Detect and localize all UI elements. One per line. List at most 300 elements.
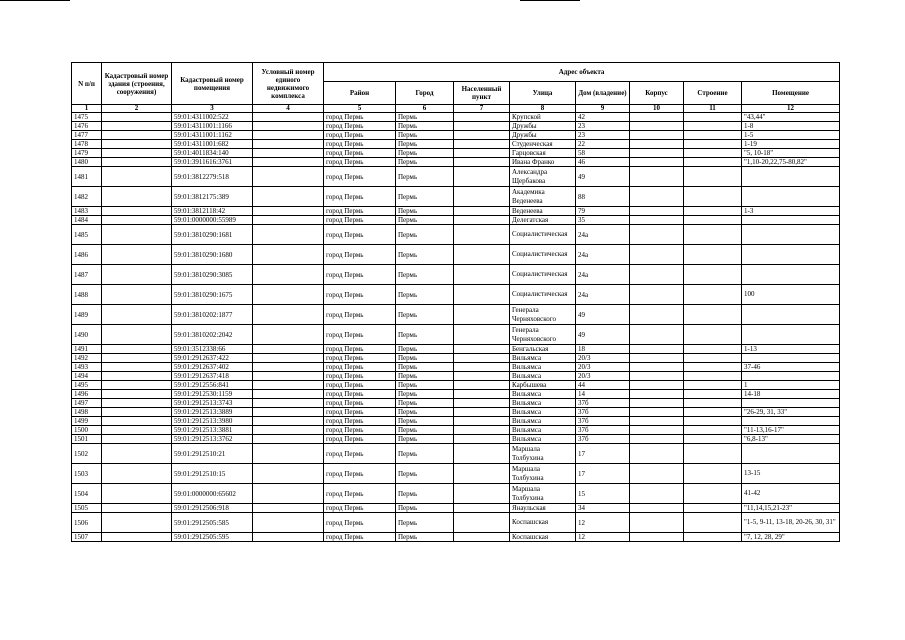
cell-building xyxy=(684,504,742,513)
cell-settlement xyxy=(454,533,510,542)
cell-street: Коспашская xyxy=(510,533,576,542)
cell-house: 49 xyxy=(576,305,630,325)
cell-city: Пермь xyxy=(396,354,454,363)
cell-premises: "11-13,16-17" xyxy=(742,426,840,435)
cell-house: 23 xyxy=(576,131,630,140)
cell-cond-number xyxy=(253,225,324,245)
column-number: 1 xyxy=(72,105,102,113)
cell-settlement xyxy=(454,158,510,167)
cell-cad-premises: 59:01:2912530:1159 xyxy=(172,390,253,399)
cell-building xyxy=(684,381,742,390)
cell-building xyxy=(684,354,742,363)
cell-n: 1501 xyxy=(72,435,102,444)
table-row xyxy=(72,245,840,265)
table-row xyxy=(72,149,840,158)
cell-settlement xyxy=(454,122,510,131)
table-row xyxy=(72,390,840,399)
cell-cad-premises: 59:01:2912637:402 xyxy=(172,363,253,372)
table-row xyxy=(72,363,840,372)
cell-cad-building xyxy=(102,265,172,285)
cell-building xyxy=(684,417,742,426)
cell-n: 1486 xyxy=(72,245,102,265)
cell-premises xyxy=(742,399,840,408)
cell-n: 1499 xyxy=(72,417,102,426)
cell-building xyxy=(684,187,742,207)
cell-building xyxy=(684,484,742,504)
cell-premises: 1-3 xyxy=(742,207,840,216)
cell-settlement xyxy=(454,354,510,363)
cell-district: город Пермь xyxy=(324,381,396,390)
cell-street: Карбышева xyxy=(510,381,576,390)
column-number: 11 xyxy=(684,105,742,113)
column-number: 12 xyxy=(742,105,840,113)
cell-street: Янаульская xyxy=(510,504,576,513)
cell-corpus xyxy=(630,167,684,187)
cell-n: 1504 xyxy=(72,484,102,504)
cell-n: 1498 xyxy=(72,408,102,417)
cell-premises: 41-42 xyxy=(742,484,840,504)
table-row xyxy=(72,140,840,149)
cell-house: 17 xyxy=(576,444,630,464)
cell-building xyxy=(684,131,742,140)
cell-street: Вильямса xyxy=(510,390,576,399)
cell-premises xyxy=(742,444,840,464)
cell-settlement xyxy=(454,390,510,399)
cell-cond-number xyxy=(253,504,324,513)
cell-city: Пермь xyxy=(396,305,454,325)
cell-cad-premises: 59:01:2912513:3743 xyxy=(172,399,253,408)
cell-street: Маршала Толбухина xyxy=(510,484,576,504)
cell-street: Вильямса xyxy=(510,372,576,381)
cell-cad-building xyxy=(102,513,172,533)
cell-cad-building xyxy=(102,504,172,513)
cell-cond-number xyxy=(253,216,324,225)
cell-house: 58 xyxy=(576,149,630,158)
column-number: 9 xyxy=(576,105,630,113)
table-row xyxy=(72,408,840,417)
cell-cond-number xyxy=(253,207,324,216)
cell-house: 24а xyxy=(576,245,630,265)
cell-settlement xyxy=(454,504,510,513)
cell-city: Пермь xyxy=(396,131,454,140)
cell-cad-building xyxy=(102,435,172,444)
cell-house: 46 xyxy=(576,158,630,167)
cell-cad-building xyxy=(102,113,172,122)
cell-corpus xyxy=(630,122,684,131)
cell-settlement xyxy=(454,444,510,464)
cell-building xyxy=(684,122,742,131)
cell-n: 1475 xyxy=(72,113,102,122)
cell-city: Пермь xyxy=(396,225,454,245)
cell-district: город Пермь xyxy=(324,399,396,408)
cell-city: Пермь xyxy=(396,122,454,131)
col-header-building: Строение xyxy=(684,82,742,105)
cell-district: город Пермь xyxy=(324,533,396,542)
cell-cad-building xyxy=(102,167,172,187)
register-table xyxy=(71,62,840,542)
cell-cad-premises: 59:01:2912513:3980 xyxy=(172,417,253,426)
cell-corpus xyxy=(630,225,684,245)
cell-cad-premises: 59:01:3812279:518 xyxy=(172,167,253,187)
cell-premises xyxy=(742,325,840,345)
cell-city: Пермь xyxy=(396,390,454,399)
cell-cad-premises: 59:01:4311001:682 xyxy=(172,140,253,149)
cell-district: город Пермь xyxy=(324,417,396,426)
cell-cond-number xyxy=(253,363,324,372)
cell-premises xyxy=(742,305,840,325)
col-header-cad-building: Кадастровый номер здания (строения, сооружения) xyxy=(102,63,172,105)
cell-cond-number xyxy=(253,435,324,444)
cell-settlement xyxy=(454,513,510,533)
cell-street: Вильямса xyxy=(510,399,576,408)
cell-street: Гарцовская xyxy=(510,149,576,158)
cell-district: город Пермь xyxy=(324,122,396,131)
cell-settlement xyxy=(454,464,510,484)
table-row xyxy=(72,131,840,140)
table-row xyxy=(72,426,840,435)
cell-corpus xyxy=(630,464,684,484)
cell-cad-premises: 59:01:2912637:422 xyxy=(172,354,253,363)
cell-settlement xyxy=(454,325,510,345)
cell-street: Веденеева xyxy=(510,207,576,216)
cell-building xyxy=(684,113,742,122)
cell-street: Делегатская xyxy=(510,216,576,225)
col-header-street: Улица xyxy=(510,82,576,105)
table-row xyxy=(72,484,840,504)
cell-cad-building xyxy=(102,207,172,216)
cell-corpus xyxy=(630,390,684,399)
cell-cond-number xyxy=(253,158,324,167)
cell-street: Академика Веденеева xyxy=(510,187,576,207)
cell-district: город Пермь xyxy=(324,484,396,504)
cell-corpus xyxy=(630,149,684,158)
cell-building xyxy=(684,207,742,216)
cell-district: город Пермь xyxy=(324,113,396,122)
cell-cad-building xyxy=(102,381,172,390)
cell-district: город Пермь xyxy=(324,435,396,444)
cell-house: 24а xyxy=(576,225,630,245)
cell-city: Пермь xyxy=(396,140,454,149)
cell-house: 18 xyxy=(576,345,630,354)
cell-city: Пермь xyxy=(396,399,454,408)
cell-n: 1478 xyxy=(72,140,102,149)
column-number-row xyxy=(72,105,840,113)
cell-cad-building xyxy=(102,285,172,305)
cell-cad-building xyxy=(102,305,172,325)
cell-street: Вильямса xyxy=(510,354,576,363)
cell-cad-premises: 59:01:2912513:3881 xyxy=(172,426,253,435)
cell-premises xyxy=(742,354,840,363)
cell-cad-premises: 59:01:2912510:21 xyxy=(172,444,253,464)
cell-cad-premises: 59:01:2912637:418 xyxy=(172,372,253,381)
col-header-settlement: Населенный пункт xyxy=(454,82,510,105)
cell-settlement xyxy=(454,372,510,381)
cell-n: 1476 xyxy=(72,122,102,131)
cell-cad-building xyxy=(102,484,172,504)
cell-corpus xyxy=(630,444,684,464)
cell-house: 23 xyxy=(576,122,630,131)
cell-n: 1497 xyxy=(72,399,102,408)
cell-building xyxy=(684,345,742,354)
table-row xyxy=(72,122,840,131)
cell-cad-building xyxy=(102,354,172,363)
cell-premises: "1-5, 9-11, 13-18, 20-26, 30, 31" xyxy=(742,513,840,533)
cell-premises: 37-46 xyxy=(742,363,840,372)
cell-house: 12 xyxy=(576,513,630,533)
cell-street: Ивана Франко xyxy=(510,158,576,167)
cell-house: 22 xyxy=(576,140,630,149)
cell-building xyxy=(684,225,742,245)
cell-city: Пермь xyxy=(396,345,454,354)
cell-cond-number xyxy=(253,325,324,345)
cell-district: город Пермь xyxy=(324,225,396,245)
table-row xyxy=(72,216,840,225)
cell-house: 49 xyxy=(576,167,630,187)
cell-premises: 1-13 xyxy=(742,345,840,354)
cell-n: 1495 xyxy=(72,381,102,390)
table-row xyxy=(72,305,840,325)
cell-house: 17 xyxy=(576,464,630,484)
cell-district: город Пермь xyxy=(324,167,396,187)
col-header-district: Район xyxy=(324,82,396,105)
cell-city: Пермь xyxy=(396,158,454,167)
col-header-corpus: Корпус xyxy=(630,82,684,105)
table-row xyxy=(72,345,840,354)
cell-settlement xyxy=(454,149,510,158)
column-number: 3 xyxy=(172,105,253,113)
cell-premises xyxy=(742,372,840,381)
cell-cad-premises: 59:01:2912505:585 xyxy=(172,513,253,533)
cell-building xyxy=(684,513,742,533)
cell-house: 35 xyxy=(576,216,630,225)
cell-corpus xyxy=(630,187,684,207)
cell-settlement xyxy=(454,484,510,504)
col-header-cad-premises: Кадастровый номер помещения xyxy=(172,63,253,105)
cell-corpus xyxy=(630,399,684,408)
cell-city: Пермь xyxy=(396,325,454,345)
cell-n: 1506 xyxy=(72,513,102,533)
cell-street: Студенческая xyxy=(510,140,576,149)
cell-cad-building xyxy=(102,216,172,225)
top-edge-mark xyxy=(0,0,70,1)
cell-cad-premises: 59:01:3810290:1681 xyxy=(172,225,253,245)
column-number: 2 xyxy=(102,105,172,113)
cell-cond-number xyxy=(253,417,324,426)
cell-city: Пермь xyxy=(396,207,454,216)
cell-premises: 1 xyxy=(742,381,840,390)
cell-cad-building xyxy=(102,464,172,484)
table-row xyxy=(72,444,840,464)
cell-corpus xyxy=(630,345,684,354)
cell-city: Пермь xyxy=(396,504,454,513)
cell-cond-number xyxy=(253,345,324,354)
cell-cad-premises: 59:01:3810202:1877 xyxy=(172,305,253,325)
cell-settlement xyxy=(454,131,510,140)
cell-n: 1494 xyxy=(72,372,102,381)
cell-cad-premises: 59:01:2912505:595 xyxy=(172,533,253,542)
cell-n: 1493 xyxy=(72,363,102,372)
col-header-house: Дом (владение) xyxy=(576,82,630,105)
cell-cad-premises: 59:01:0000000:55989 xyxy=(172,216,253,225)
cell-n: 1496 xyxy=(72,390,102,399)
cell-corpus xyxy=(630,325,684,345)
cell-settlement xyxy=(454,140,510,149)
cell-street: Бенгальская xyxy=(510,345,576,354)
cell-cond-number xyxy=(253,305,324,325)
column-number: 6 xyxy=(396,105,454,113)
cell-n: 1483 xyxy=(72,207,102,216)
cell-settlement xyxy=(454,345,510,354)
cell-cond-number xyxy=(253,149,324,158)
cell-premises xyxy=(742,167,840,187)
cell-city: Пермь xyxy=(396,216,454,225)
cell-street: Маршала Толбухина xyxy=(510,464,576,484)
cell-premises xyxy=(742,245,840,265)
table-row xyxy=(72,207,840,216)
cell-premises: "5, 10-18" xyxy=(742,149,840,158)
cell-house: 15 xyxy=(576,484,630,504)
cell-district: город Пермь xyxy=(324,390,396,399)
table-row xyxy=(72,504,840,513)
cell-cond-number xyxy=(253,513,324,533)
cell-building xyxy=(684,265,742,285)
table-row xyxy=(72,158,840,167)
cell-building xyxy=(684,390,742,399)
cell-corpus xyxy=(630,372,684,381)
cell-street: Вильямса xyxy=(510,408,576,417)
cell-street: Социалистическая xyxy=(510,225,576,245)
cell-cad-premises: 59:01:4011834:140 xyxy=(172,149,253,158)
cell-house: 20/3 xyxy=(576,354,630,363)
cell-district: город Пермь xyxy=(324,187,396,207)
cell-city: Пермь xyxy=(396,444,454,464)
cell-premises: 1-5 xyxy=(742,131,840,140)
cell-street: Вильямса xyxy=(510,426,576,435)
cell-house: 44 xyxy=(576,381,630,390)
cell-n: 1484 xyxy=(72,216,102,225)
cell-settlement xyxy=(454,167,510,187)
cell-cond-number xyxy=(253,285,324,305)
cell-building xyxy=(684,285,742,305)
cell-cond-number xyxy=(253,464,324,484)
cell-cad-premises: 59:01:0000000:65602 xyxy=(172,484,253,504)
cell-cad-building xyxy=(102,426,172,435)
cell-district: город Пермь xyxy=(324,354,396,363)
table-row xyxy=(72,325,840,345)
cell-building xyxy=(684,167,742,187)
cell-corpus xyxy=(630,140,684,149)
cell-settlement xyxy=(454,381,510,390)
cell-cad-premises: 59:01:4311001:1166 xyxy=(172,122,253,131)
col-header-city: Город xyxy=(396,82,454,105)
cell-building xyxy=(684,399,742,408)
cell-cad-premises: 59:01:3812118:42 xyxy=(172,207,253,216)
cell-house: 79 xyxy=(576,207,630,216)
cell-district: город Пермь xyxy=(324,345,396,354)
cell-corpus xyxy=(630,305,684,325)
cell-building xyxy=(684,408,742,417)
table-row xyxy=(72,399,840,408)
cell-district: город Пермь xyxy=(324,131,396,140)
cell-cad-building xyxy=(102,187,172,207)
column-number: 8 xyxy=(510,105,576,113)
cell-street: Александра Щербакова xyxy=(510,167,576,187)
cell-n: 1505 xyxy=(72,504,102,513)
cell-premises xyxy=(742,265,840,285)
table-row xyxy=(72,113,840,122)
cell-n: 1481 xyxy=(72,167,102,187)
cell-building xyxy=(684,245,742,265)
cell-city: Пермь xyxy=(396,245,454,265)
cell-house: 42 xyxy=(576,113,630,122)
table-row xyxy=(72,187,840,207)
column-number: 4 xyxy=(253,105,324,113)
cell-premises: 100 xyxy=(742,285,840,305)
cell-cad-building xyxy=(102,408,172,417)
cell-cad-premises: 59:01:4311002:522 xyxy=(172,113,253,122)
cell-corpus xyxy=(630,131,684,140)
table-row xyxy=(72,464,840,484)
cell-settlement xyxy=(454,207,510,216)
cell-cad-building xyxy=(102,140,172,149)
cell-building xyxy=(684,426,742,435)
cell-city: Пермь xyxy=(396,426,454,435)
cell-n: 1502 xyxy=(72,444,102,464)
table-row xyxy=(72,354,840,363)
cell-street: Вильямса xyxy=(510,363,576,372)
cell-settlement xyxy=(454,285,510,305)
cell-corpus xyxy=(630,435,684,444)
cell-premises: "11,14,15,21-23" xyxy=(742,504,840,513)
cell-cad-premises: 59:01:3810202:2042 xyxy=(172,325,253,345)
cell-cond-number xyxy=(253,399,324,408)
cell-street: Социалистическая xyxy=(510,245,576,265)
table-row xyxy=(72,417,840,426)
cell-cad-premises: 59:01:2912506:918 xyxy=(172,504,253,513)
cell-cad-building xyxy=(102,533,172,542)
col-header-n: N п/п xyxy=(72,63,102,105)
cell-cad-premises: 59:01:3810290:1680 xyxy=(172,245,253,265)
cell-street: Коспашская xyxy=(510,513,576,533)
cell-city: Пермь xyxy=(396,533,454,542)
cell-city: Пермь xyxy=(396,408,454,417)
cell-house: 88 xyxy=(576,187,630,207)
cell-cad-building xyxy=(102,345,172,354)
cell-district: город Пермь xyxy=(324,245,396,265)
table-body xyxy=(72,113,840,542)
cell-corpus xyxy=(630,285,684,305)
cell-settlement xyxy=(454,399,510,408)
cell-house: 37б xyxy=(576,399,630,408)
cell-cad-building xyxy=(102,444,172,464)
cell-premises: 14-18 xyxy=(742,390,840,399)
col-header-address-group: Адрес объекта xyxy=(324,63,840,82)
table-row xyxy=(72,225,840,245)
cell-street: Дружбы xyxy=(510,122,576,131)
cell-settlement xyxy=(454,305,510,325)
cell-n: 1492 xyxy=(72,354,102,363)
cell-settlement xyxy=(454,435,510,444)
cell-cond-number xyxy=(253,131,324,140)
cell-district: город Пермь xyxy=(324,265,396,285)
cell-cad-premises: 59:01:3812175:389 xyxy=(172,187,253,207)
top-edge-mark xyxy=(520,0,580,1)
cell-city: Пермь xyxy=(396,363,454,372)
cell-street: Вильямса xyxy=(510,417,576,426)
cell-n: 1485 xyxy=(72,225,102,245)
cell-cond-number xyxy=(253,187,324,207)
cell-cad-premises: 59:01:2912510:15 xyxy=(172,464,253,484)
